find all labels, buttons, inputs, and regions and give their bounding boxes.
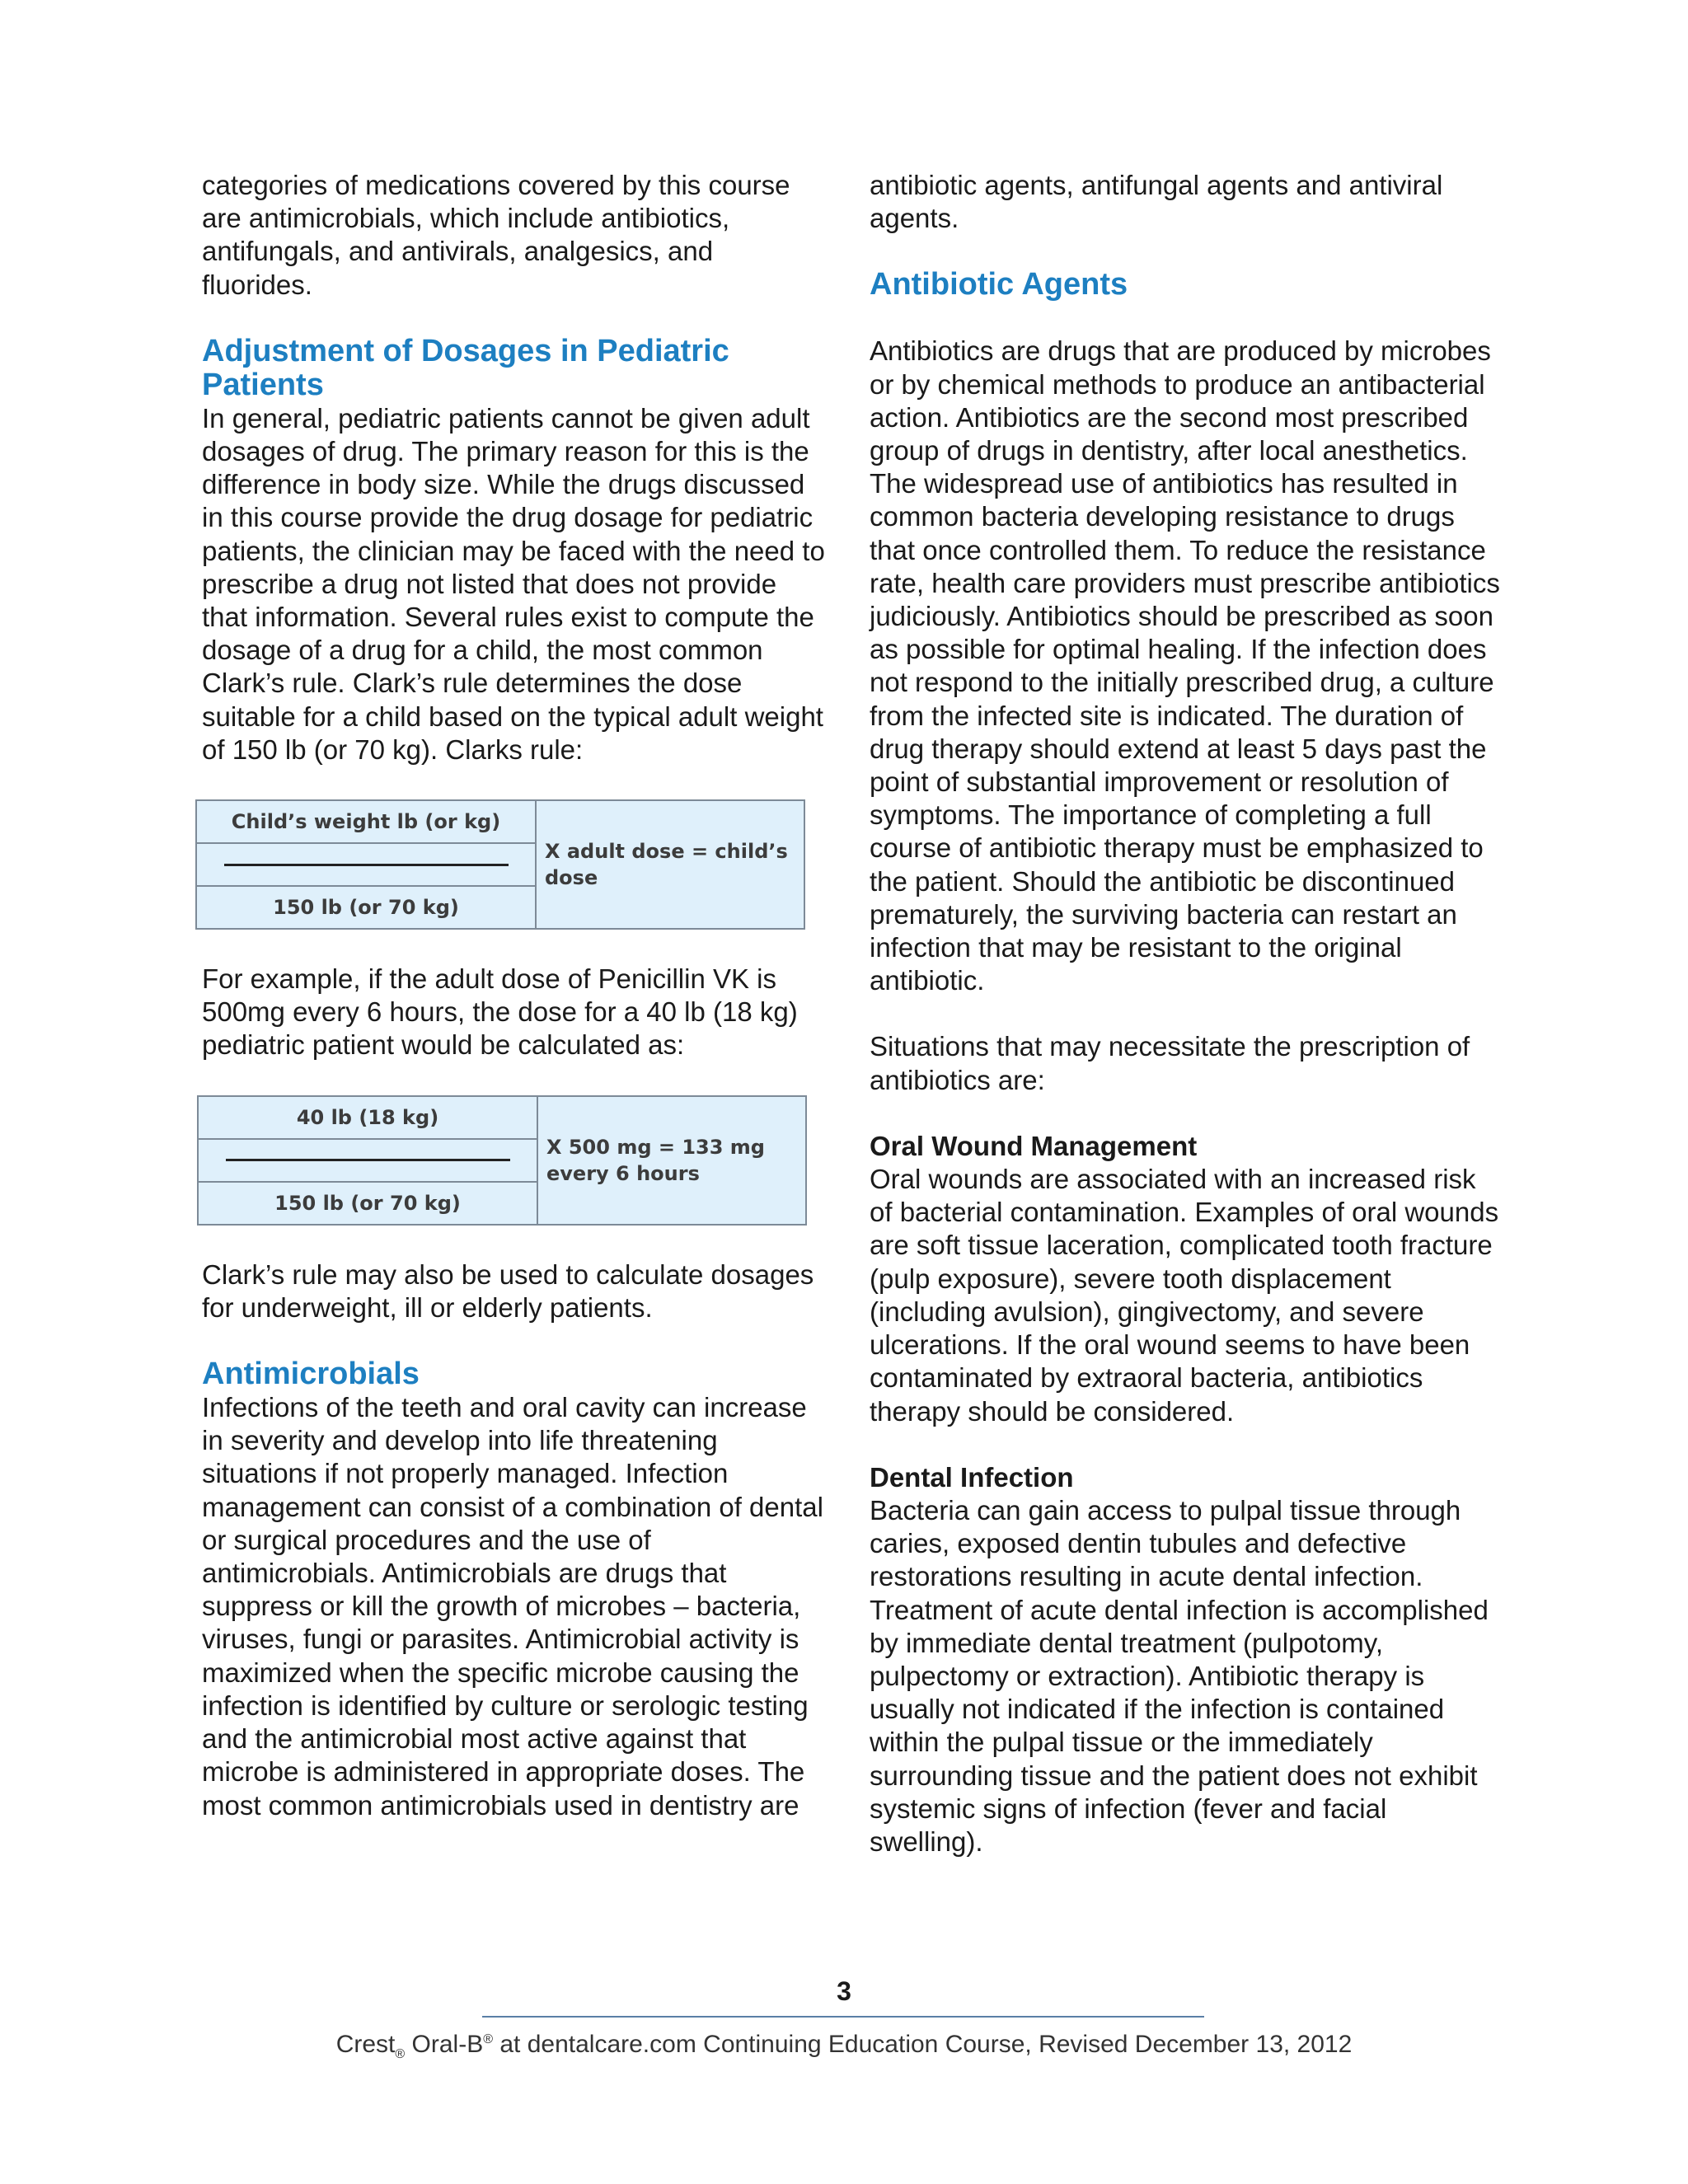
registered-mark-sub: ®: [395, 2047, 406, 2061]
rule-denominator: 150 lb (or 70 kg): [273, 896, 459, 920]
fraction-line: [224, 864, 509, 866]
rule-fraction: [197, 801, 537, 928]
rule-result: X adult dose = child’s dose: [545, 840, 788, 890]
oral-wound-paragraph: Oral wounds are associated with an increased risk of bacterial contamination. Examples of oral wounds are soft tissue laceration, complicated tooth fracture (pulp exposure), severe tooth displacement (including avulsion), gingivectomy, and severe ulcerations. If the oral wound seems to have been contaminated by extraoral bacteria, antibiotics therapy should be considered.: [870, 1164, 1499, 1427]
clark-note-paragraph: Clark’s rule may also be used to calculate dosages for underweight, ill or elderly patients.: [202, 1258, 814, 1323]
example-calculation-box: [197, 1095, 807, 1226]
fraction-line-cell: [197, 842, 535, 887]
pediatric-paragraph: In general, pediatric patients cannot be given adult dosages of drug. The primary reason for this is the difference in body size. While the drugs discussed in this course provide the drug dosage for pediatric patients, the clinician may be faced with the need to prescribe a drug not listed that does not provide that information. Several rules exist to compute the dosage of a drug for a child, the most common Clark’s rule. Clark’s rule determines the dose suitable for a child based on the typical adult weight of 150 lb (or 70 kg). Clarks rule:: [202, 402, 825, 765]
brand-crest: Crest: [335, 2031, 396, 2058]
example-paragraph: For example, if the adult dose of Penicillin VK is 500mg every 6 hours, the dose for a 40 lb (18 kg) pediatric patient would be calculated as:: [202, 963, 798, 1061]
footer-course-text: at dentalcare.com Continuing Education Course, Revised December 13, 2012: [493, 2031, 1353, 2058]
rule-numerator: Child’s weight lb (or kg): [231, 810, 501, 834]
registered-mark-sup: ®: [483, 2032, 494, 2046]
example-fraction: [199, 1097, 538, 1224]
pediatric-heading: Adjustment of Dosages in Pediatric Patients: [202, 333, 729, 402]
right-column: [870, 169, 1504, 1858]
oral-wound-heading: Oral Wound Management: [870, 1130, 1198, 1161]
continuation-paragraph: antibiotic agents, antifungal agents and antiviral agents.: [870, 170, 1443, 234]
dental-infection-heading: Dental Infection: [870, 1461, 1074, 1493]
antibiotic-paragraph: Antibiotics are drugs that are produced by microbes or by chemical methods to produce an antibacterial action. Antibiotics are the second most prescribed group of drugs in dentistry, after local anesthetics. The widespread use of antibiotics has resulted in common bacteria developing resistance to drugs that once controlled them. To reduce the resistance rate, health care providers must prescribe antibiotics judiciously. Antibiotics should be prescribed as soon as possible for optimal healing. If the infection does not respond to the initially prescribed drug, a culture from the infected site is indicated. The duration of drug therapy should extend at least 5 days past the point of substantial improvement or resolution of symptoms. The importance of completing a full course of antibiotic therapy must be emphasized to the patient. Should the antibiotic be discontinued prematurely, the surviving bacteria can restart an infection that may be resistant to the original antibiotic.: [870, 335, 1500, 996]
intro-paragraph: categories of medications covered by this course are antimicrobials, which include antibiotics, antifungals, and antivirals, analgesics, and fluorides.: [202, 170, 790, 300]
situations-paragraph: Situations that may necessitate the prescription of antibiotics are:: [870, 1031, 1470, 1095]
page-number: 3: [837, 1976, 851, 2006]
example-fraction-line-cell: [199, 1138, 537, 1183]
clarks-rule-box: [195, 799, 805, 930]
footer-citation: [0, 2031, 1688, 2062]
footer-divider: [482, 2016, 1204, 2018]
example-fraction-line: [226, 1159, 510, 1161]
example-numerator: 40 lb (18 kg): [296, 1105, 439, 1129]
antimicrobials-paragraph: Infections of the teeth and oral cavity can increase in severity and develop into life threatening situations if not properly managed. Infection management can consist of a combination of dental or surgical procedures and the use of antimicrobials. Antimicrobials are drugs that suppress or kill the growth of microbes – bacteria, viruses, fungi or parasites. Antimicrobial activity is maximized when the specific microbe causing the infection is identified by culture or serologic testing and the antimicrobial most active against that microbe is administered in appropriate doses. The most common antimicrobials used in dentistry are: [202, 1392, 823, 1821]
example-result: X 500 mg = 133 mg every 6 hours: [546, 1135, 765, 1185]
left-column: [202, 169, 828, 1822]
brand-oral-b: Oral-B: [405, 2031, 484, 2058]
antibiotic-heading: Antibiotic Agents: [870, 267, 1128, 302]
dental-infection-paragraph: Bacteria can gain access to pulpal tissue through caries, exposed dentin tubules and defective restorations resulting in acute dental infection. Treatment of acute dental infection is accomplished by immediate dental treatment (pulpotomy, pulpectomy or extraction). Antibiotic therapy is usually not indicated if the infection is contained within the pulpal tissue or the immediately surrounding tissue and the patient does not exhibit systemic signs of infection (fever and facial swelling).: [870, 1494, 1489, 1857]
example-denominator: 150 lb (or 70 kg): [274, 1191, 461, 1215]
antimicrobials-heading: Antimicrobials: [202, 1357, 420, 1392]
